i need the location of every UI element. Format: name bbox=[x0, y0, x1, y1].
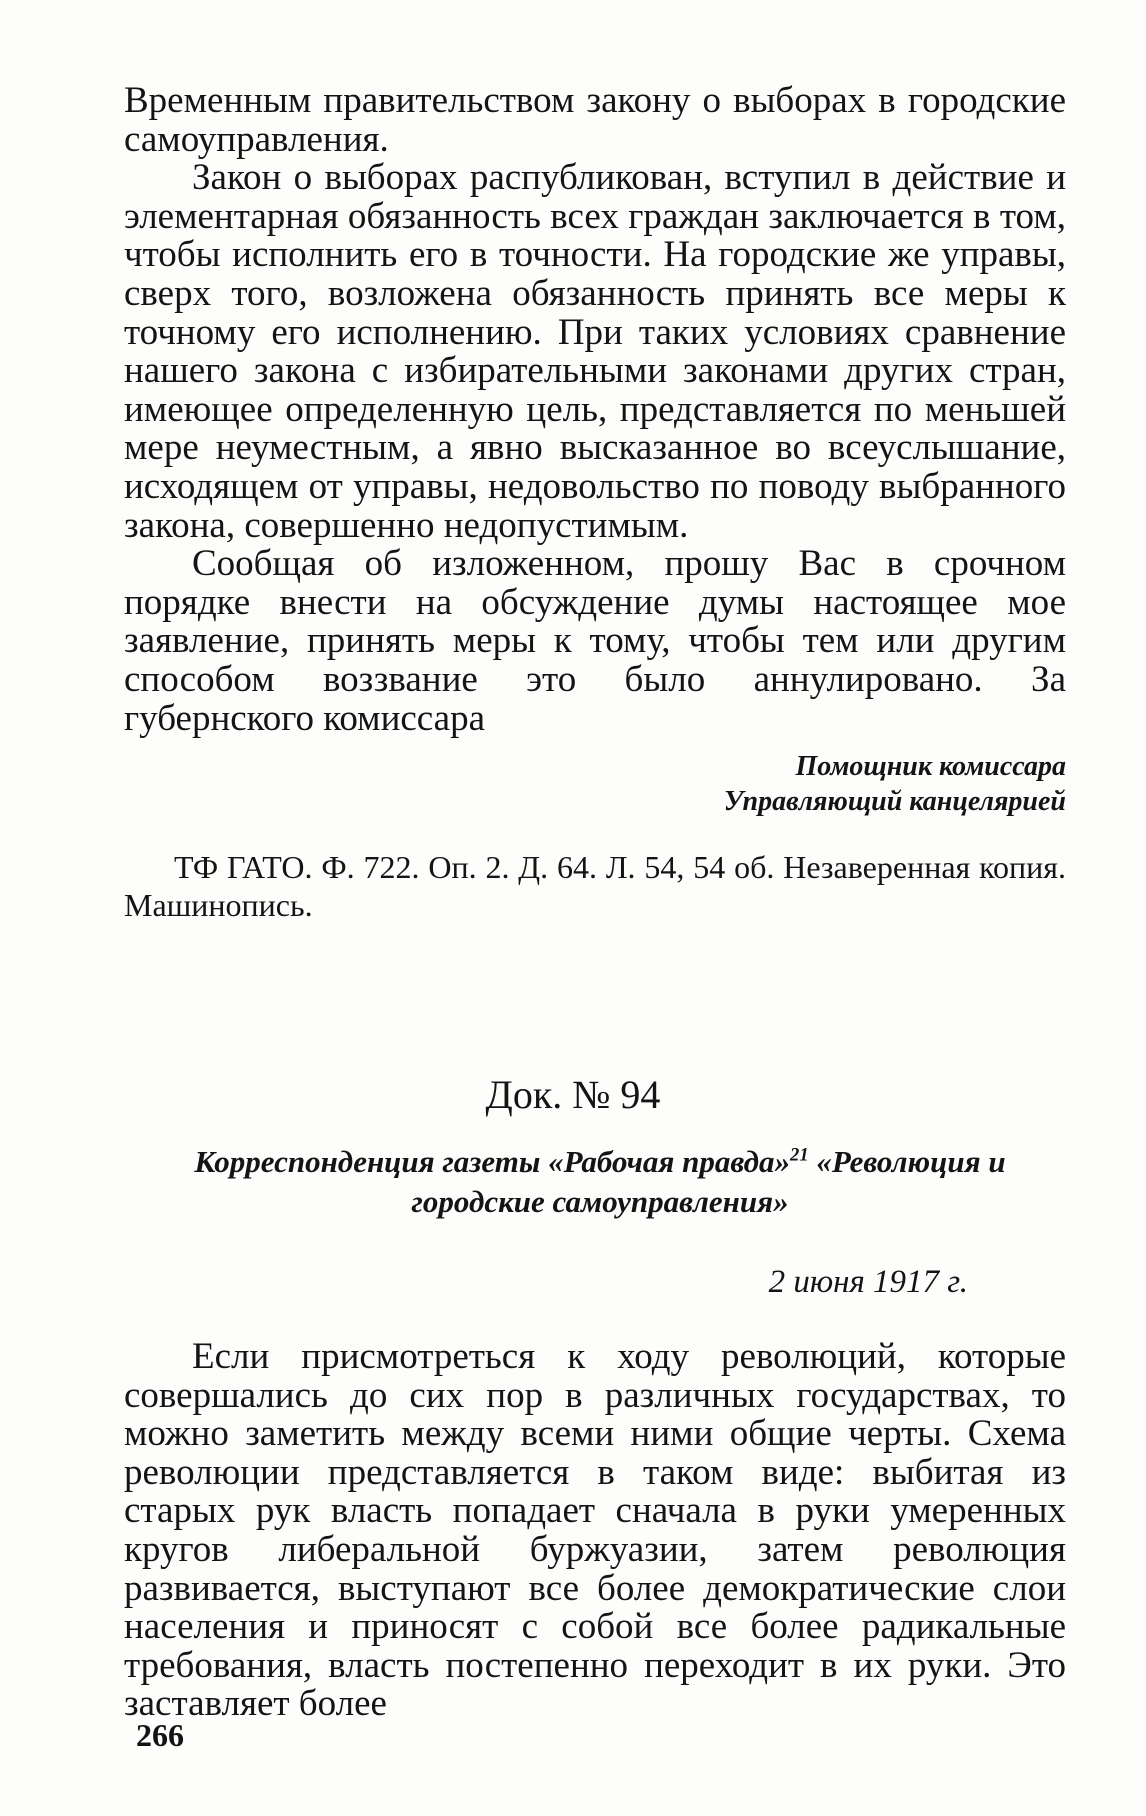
paragraph-revolutions: Если присмотреться к ходу революций, которые совершались до сих пор в различных государствах, то можно заметить между всеми ними общие черты. Схема революции представляется в таком виде: выбитая из старых рук власть попадает сначала в руки умеренных кругов либеральной буржуазии, затем революция развивается, выступают все более демократические слои населения и приносят с собой все более радикальные требования, власть постепенно переходит в их руки. Это заставляет более bbox=[124, 1336, 1066, 1725]
page-number: 266 bbox=[136, 1717, 184, 1753]
paragraph-continuation: Временным правительством закону о выборах в городские самоуправления. bbox=[124, 80, 1066, 160]
document-date: 2 июня 1917 г. bbox=[768, 1264, 968, 1300]
document-title-part1: Корреспонденция газеты «Рабочая правда» bbox=[194, 1144, 791, 1179]
signature-line-2: Управляющий канцелярией bbox=[723, 786, 1066, 817]
document-title bbox=[140, 1142, 1060, 1222]
archival-source-note: ТФ ГАТО. Ф. 722. Оп. 2. Д. 64. Л. 54, 54 об. Незаверенная копия. Машинопись. bbox=[124, 849, 1066, 923]
bottom-text-block bbox=[124, 1338, 1066, 1724]
document-heading: Док. № 94 bbox=[485, 1072, 661, 1117]
footnote-reference: 21 bbox=[790, 1144, 809, 1166]
paragraph-request: Сообщая об изложенном, прошу Вас в срочном порядке внести на обсуждение думы настоящее мое заявление, принять меры к тому, чтобы тем или другим способом воззвание это было аннулировано. За губернского комиссара bbox=[124, 543, 1066, 739]
signature-line-1: Помощник комиссара bbox=[795, 751, 1066, 782]
document-title-part2: «Революция и городские самоуправления» bbox=[411, 1144, 1006, 1219]
paragraph-election-law: Закон о выборах распубликован, вступил в действие и элементарная обязанность всех граждан заключается в том, чтобы исполнить его в точности. На городские же управы, сверх того, возложена обязанность принять все меры к точному его исполнению. При таких условиях сравнение нашего закона с избирательными законами других стран, имеющее определенную цель, представляется по меньшей мере неуместным, а явно высказанное во всеуслышание, исходящем от управы, недовольство по поводу выбранного закона, совершенно недопустимым. bbox=[124, 157, 1066, 546]
top-text-block bbox=[124, 82, 1066, 738]
